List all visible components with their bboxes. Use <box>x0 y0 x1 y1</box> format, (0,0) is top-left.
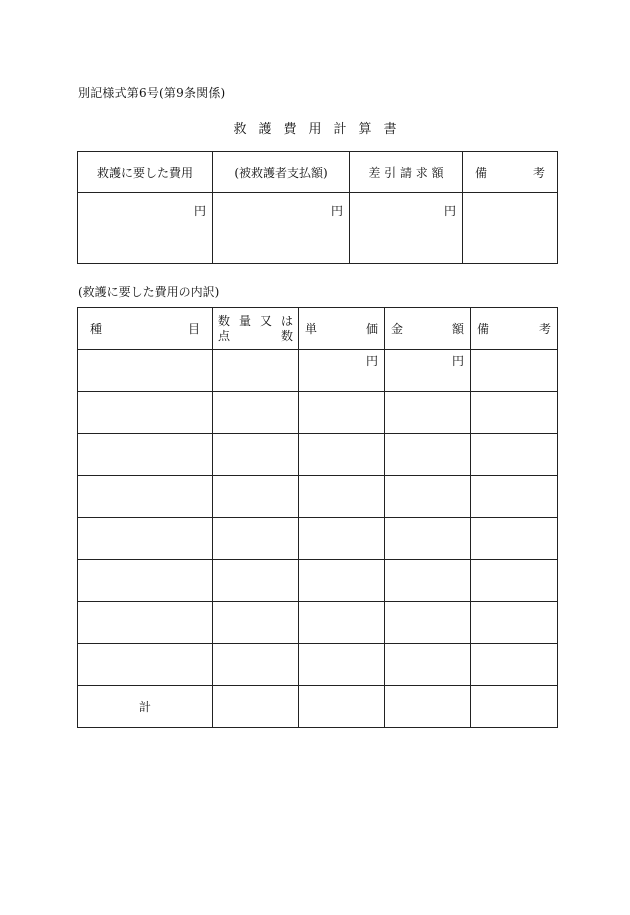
title-char: 用 <box>308 122 322 137</box>
title-char: 計 <box>333 122 347 137</box>
item-cell[interactable] <box>78 518 213 560</box>
remarks-cell[interactable] <box>471 644 558 686</box>
claim-amount-header: 差 引 請 求 額 <box>350 152 463 193</box>
title-char: 護 <box>258 122 272 137</box>
title-char: 書 <box>383 122 397 137</box>
remarks-field[interactable] <box>463 193 558 264</box>
total-remarks-cell[interactable] <box>471 686 558 728</box>
remarks-cell[interactable] <box>471 476 558 518</box>
form-number-label: 別記様式第6号(第9条関係) <box>78 86 226 100</box>
title-char: 費 <box>283 122 297 137</box>
title-char: 救 <box>233 122 247 137</box>
amount-char-right: 額 <box>451 322 464 336</box>
amount-cell[interactable] <box>385 392 471 434</box>
item-cell[interactable] <box>78 560 213 602</box>
item-char-right: 目 <box>187 322 200 336</box>
amount-cell[interactable] <box>385 518 471 560</box>
rescue-cost-header: 救護に要した費用 <box>78 152 213 193</box>
amount-cell[interactable] <box>385 602 471 644</box>
breakdown-row <box>78 560 558 602</box>
qty-char: は <box>280 313 293 328</box>
total-amount-cell[interactable] <box>385 686 471 728</box>
breakdown-row <box>78 350 558 392</box>
item-cell[interactable] <box>78 392 213 434</box>
yen-unit: 円 <box>451 354 464 368</box>
breakdown-row <box>78 476 558 518</box>
breakdown-row <box>78 434 558 476</box>
breakdown-remarks-header <box>471 308 558 350</box>
remarks-char-left: 備 <box>477 322 490 336</box>
amount-cell[interactable] <box>385 476 471 518</box>
item-cell[interactable] <box>78 434 213 476</box>
remarks-char-left: 備 <box>475 165 488 180</box>
breakdown-row <box>78 392 558 434</box>
qty-char: 点 <box>218 328 231 343</box>
quantity-cell[interactable] <box>213 602 299 644</box>
quantity-cell[interactable] <box>213 476 299 518</box>
qty-char: 又 <box>259 313 272 328</box>
unit-price-cell[interactable] <box>299 518 385 560</box>
breakdown-row <box>78 644 558 686</box>
remarks-cell[interactable] <box>471 350 558 392</box>
remarks-cell[interactable] <box>471 602 558 644</box>
patient-payment-field[interactable] <box>213 193 350 264</box>
summary-table <box>77 151 558 264</box>
unit-price-cell[interactable] <box>299 644 385 686</box>
unit-price-cell[interactable] <box>299 392 385 434</box>
quantity-cell[interactable] <box>213 434 299 476</box>
summary-header-row <box>78 152 558 193</box>
item-cell[interactable] <box>78 644 213 686</box>
breakdown-section-label: (救護に要した費用の内訳) <box>78 285 220 299</box>
amount-header <box>385 308 471 350</box>
quantity-cell[interactable] <box>213 350 299 392</box>
total-unit-price-cell[interactable] <box>299 686 385 728</box>
yen-unit: 円 <box>330 204 343 218</box>
remarks-cell[interactable] <box>471 434 558 476</box>
amount-cell[interactable] <box>385 560 471 602</box>
unit-price-cell[interactable] <box>299 560 385 602</box>
item-cell[interactable] <box>78 476 213 518</box>
remarks-char-right: 考 <box>538 322 551 336</box>
unit-price-cell[interactable] <box>299 434 385 476</box>
unit-price-cell[interactable] <box>299 476 385 518</box>
breakdown-row <box>78 518 558 560</box>
yen-unit: 円 <box>443 204 456 218</box>
document-title <box>0 118 630 137</box>
remarks-cell[interactable] <box>471 518 558 560</box>
yen-unit: 円 <box>365 354 378 368</box>
remarks-cell[interactable] <box>471 392 558 434</box>
item-header <box>78 308 213 350</box>
unit-price-char-left: 単 <box>305 322 318 336</box>
quantity-cell[interactable] <box>213 644 299 686</box>
patient-payment-header: (被救護者支払額) <box>213 152 350 193</box>
item-char-left: 種 <box>90 322 103 336</box>
total-quantity-cell[interactable] <box>213 686 299 728</box>
claim-amount-field[interactable] <box>350 193 463 264</box>
remarks-header <box>463 152 558 193</box>
rescue-cost-field[interactable] <box>78 193 213 264</box>
qty-char: 数 <box>280 328 293 343</box>
amount-cell[interactable] <box>385 434 471 476</box>
quantity-header <box>213 308 299 350</box>
quantity-cell[interactable] <box>213 392 299 434</box>
total-row <box>78 686 558 728</box>
breakdown-table <box>77 307 558 728</box>
remarks-cell[interactable] <box>471 560 558 602</box>
item-cell[interactable] <box>78 350 213 392</box>
breakdown-header-row <box>78 308 558 350</box>
amount-cell[interactable] <box>385 350 471 392</box>
amount-char-left: 金 <box>391 322 404 336</box>
unit-price-cell[interactable] <box>299 602 385 644</box>
qty-char: 数 <box>218 313 231 328</box>
unit-price-header <box>299 308 385 350</box>
title-char: 算 <box>358 122 372 137</box>
quantity-cell[interactable] <box>213 560 299 602</box>
item-cell[interactable] <box>78 602 213 644</box>
summary-value-row <box>78 193 558 264</box>
amount-cell[interactable] <box>385 644 471 686</box>
unit-price-char-right: 価 <box>365 322 378 336</box>
qty-char: 量 <box>238 313 251 328</box>
breakdown-row <box>78 602 558 644</box>
quantity-cell[interactable] <box>213 518 299 560</box>
total-label: 計 <box>78 686 213 728</box>
remarks-char-right: 考 <box>532 165 545 180</box>
unit-price-cell[interactable] <box>299 350 385 392</box>
yen-unit: 円 <box>193 204 206 218</box>
